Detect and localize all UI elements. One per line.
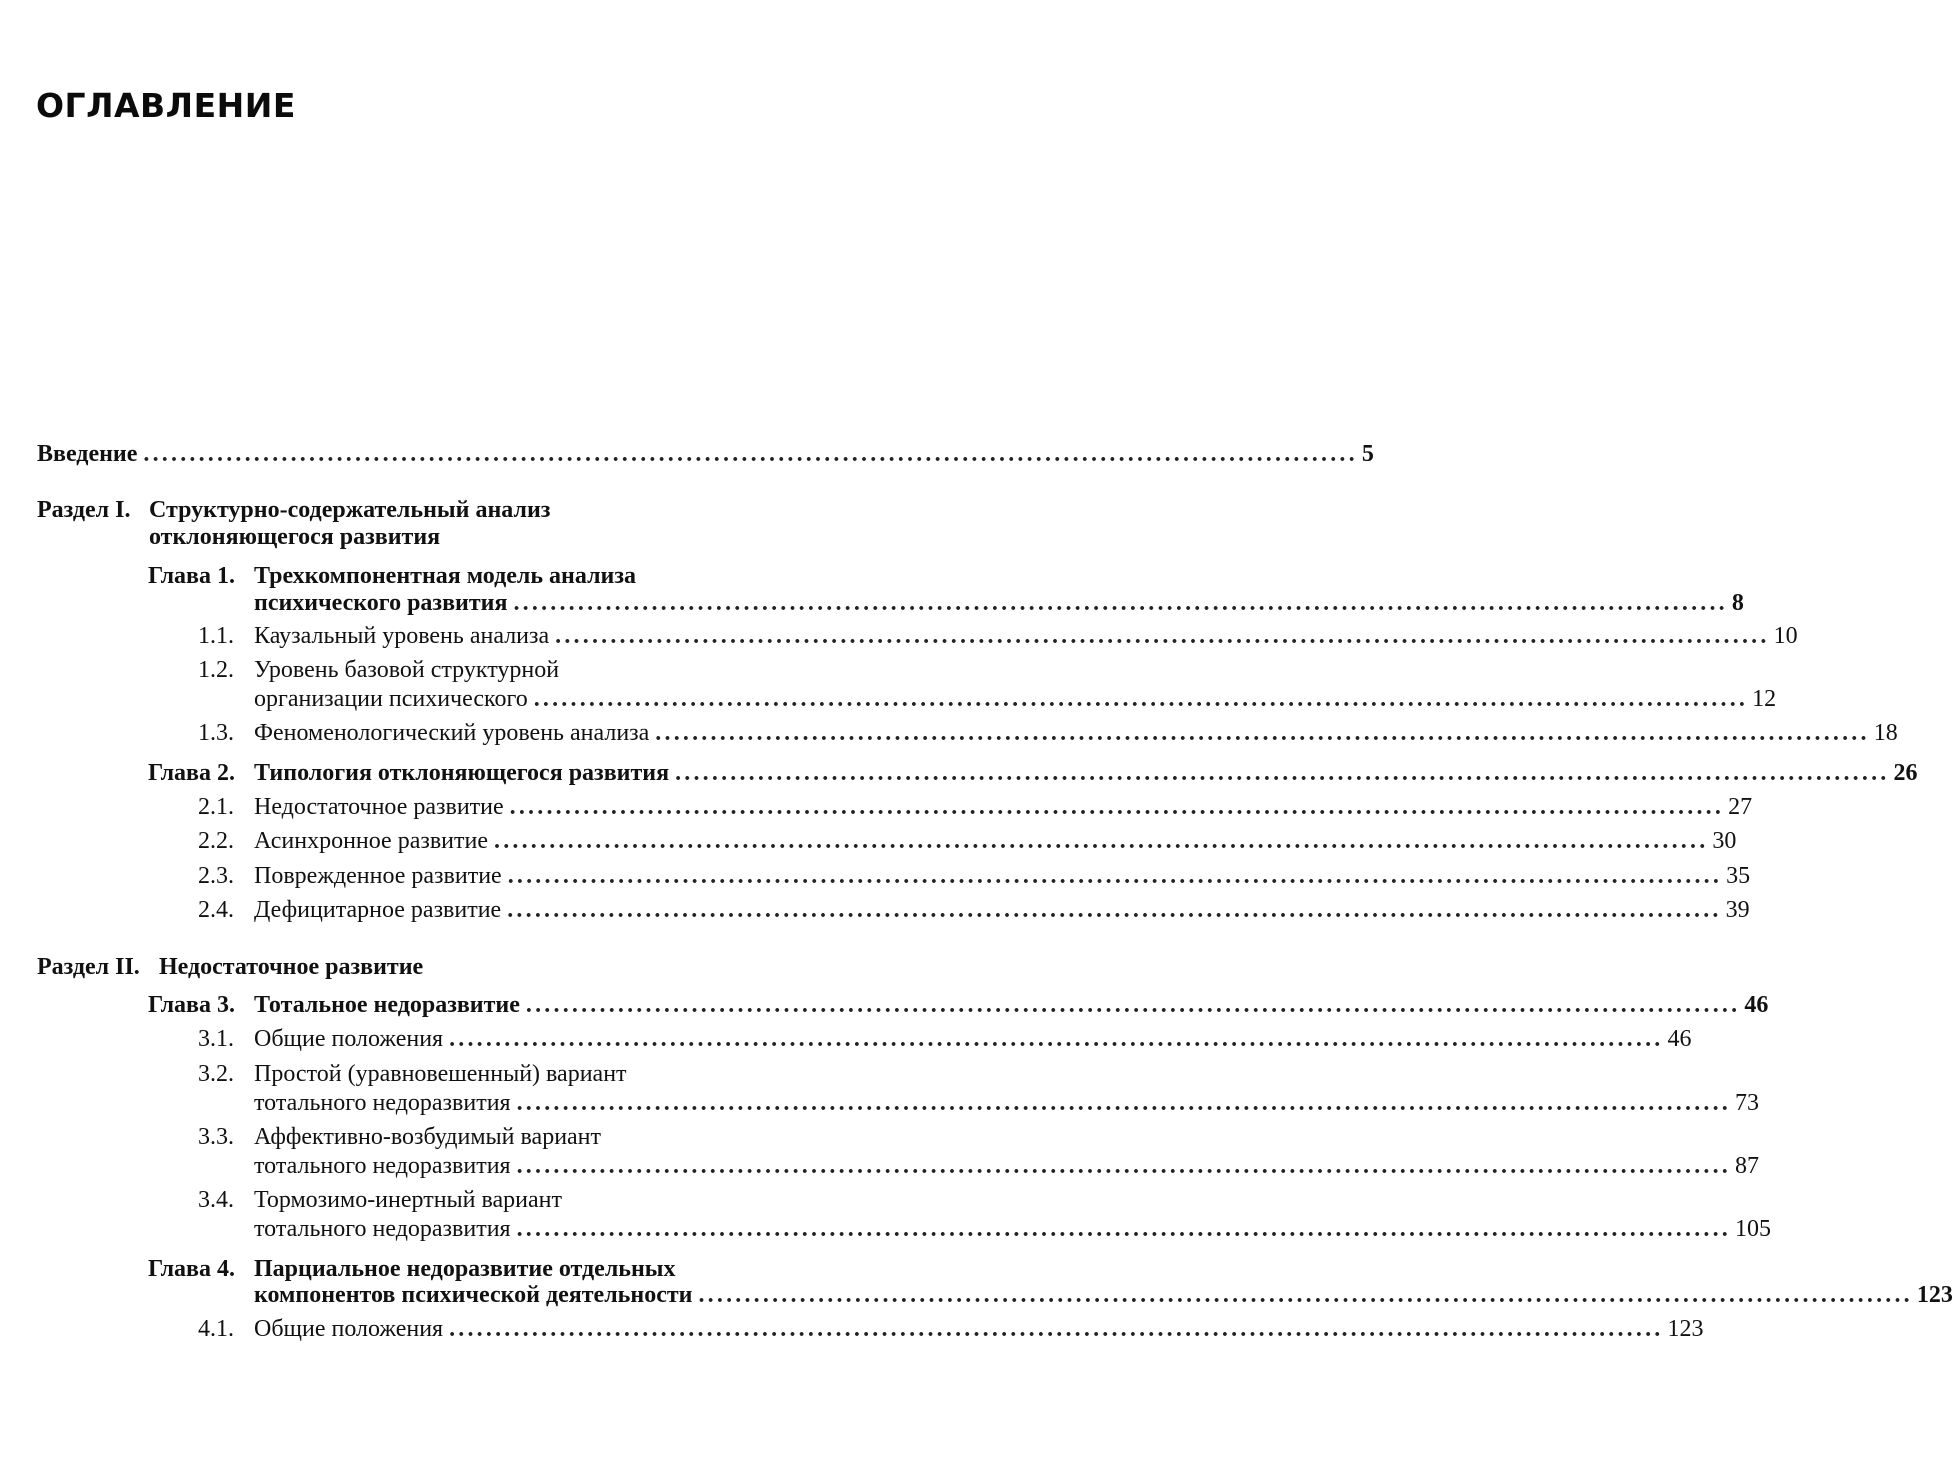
- dot-leader: ....................................................................................................................................: [449, 1026, 1664, 1052]
- toc-entry-title-continued: компонентов психической деятельности: [254, 1282, 693, 1308]
- dot-leader: ....................................................................................................................................: [675, 760, 1890, 786]
- toc-page-number: 27: [1728, 794, 1753, 820]
- toc-page-number: 18: [1873, 720, 1898, 746]
- toc-subsection-label: 3.4.: [198, 1187, 234, 1213]
- dot-leader: ....................................................................................................................................: [698, 1282, 1913, 1308]
- dot-leader: ....................................................................................................................................: [449, 1316, 1664, 1342]
- toc-entry-title-continued: тотального недоразвития: [254, 1153, 511, 1179]
- toc-entry-title-continued: организации психического: [254, 686, 528, 712]
- toc-entry-title: Аффективно-возбудимый вариант: [254, 1124, 602, 1150]
- toc-section-label: Раздел I.: [37, 497, 131, 523]
- dot-leader: ....................................................................................................................................: [655, 720, 1870, 746]
- toc-page-number: 35: [1726, 863, 1751, 889]
- toc-page-number: 105: [1735, 1216, 1771, 1242]
- dot-leader: ....................................................................................................................................: [533, 686, 1749, 712]
- toc-entry-title: Недостаточное развитие: [254, 794, 504, 820]
- toc-chapter-label: Глава 2.: [148, 760, 235, 786]
- toc-page-number: 87: [1735, 1153, 1759, 1179]
- toc-page-number: 46: [1744, 992, 1769, 1018]
- toc-page-number: 12: [1752, 686, 1777, 712]
- dot-leader: ....................................................................................................................................: [509, 794, 1725, 820]
- toc-chapter-label: Глава 1.: [148, 563, 235, 589]
- toc-page-number: 123: [1667, 1316, 1704, 1342]
- dot-leader: ....................................................................................................................................: [516, 1153, 1731, 1179]
- toc-entry-title: Структурно-содержательный анализ: [149, 497, 551, 523]
- toc-page-number: 39: [1725, 897, 1750, 923]
- toc-subsection-label: 3.3.: [198, 1124, 234, 1150]
- page-title: ОГЛАВЛЕНИЕ: [36, 86, 296, 125]
- toc-entry-title: Феноменологический уровень анализа: [254, 720, 650, 746]
- dot-leader: ....................................................................................................................................: [516, 1216, 1731, 1242]
- toc-entry-title-continued: психического развития: [254, 590, 508, 616]
- dot-leader: ....................................................................................................................................: [507, 863, 1723, 889]
- toc-page-number: 123: [1916, 1282, 1953, 1308]
- toc-entry-title: Тормозимо-инертный вариант: [254, 1187, 563, 1213]
- toc-page-number: 5: [1361, 441, 1374, 467]
- dot-leader: ....................................................................................................................................: [494, 828, 1709, 854]
- toc-subsection-label: 2.4.: [198, 897, 234, 923]
- toc-entry-title: Каузальный уровень анализа: [254, 623, 550, 649]
- dot-leader: ....................................................................................................................................: [555, 623, 1770, 649]
- toc-entry-title-continued: тотального недоразвития: [254, 1090, 511, 1116]
- toc-entry-title-continued: тотального недоразвития: [254, 1216, 511, 1242]
- toc-page-number: 30: [1712, 828, 1737, 854]
- toc-subsection-label: 1.1.: [198, 623, 234, 649]
- toc-subsection-label: 1.3.: [198, 720, 234, 746]
- toc-subsection-label: 3.2.: [198, 1061, 234, 1087]
- toc-entry-title: Парциальное недоразвитие отдельных: [254, 1256, 676, 1282]
- toc-subsection-label: 2.2.: [198, 828, 234, 854]
- dot-leader: ....................................................................................................................................: [507, 897, 1722, 923]
- toc-page-number: 46: [1667, 1026, 1692, 1052]
- toc-entry-title: Асинхронное развитие: [254, 828, 488, 854]
- toc-subsection-label: 4.1.: [198, 1316, 234, 1342]
- toc-page-number: 26: [1893, 760, 1918, 786]
- toc-chapter-label: Глава 3.: [148, 992, 235, 1018]
- toc-subsection-label: 1.2.: [198, 657, 234, 683]
- toc-entry-title: Недостаточное развитие: [159, 954, 424, 980]
- toc-entry-title: Трехкомпонентная модель анализа: [254, 563, 637, 589]
- toc-entry-title-continued: отклоняющегося развития: [149, 524, 441, 550]
- toc-entry-title: Простой (уравновешенный) вариант: [254, 1061, 627, 1087]
- toc-subsection-label: 3.1.: [198, 1026, 234, 1052]
- dot-leader: ....................................................................................................................................: [516, 1090, 1731, 1116]
- dot-leader: ....................................................................................................................................: [525, 992, 1741, 1018]
- toc-entry-title: Типология отклоняющегося развития: [254, 760, 670, 786]
- toc-subsection-label: 2.1.: [198, 794, 234, 820]
- toc-page-number: 8: [1731, 590, 1744, 616]
- toc-entry-title: Поврежденное развитие: [254, 863, 502, 889]
- toc-entry-title: Тотальное недоразвитие: [254, 992, 520, 1018]
- toc-page-number: 10: [1773, 623, 1798, 649]
- dot-leader: ....................................................................................................................................: [513, 590, 1728, 616]
- toc-entry-title: Общие положения: [254, 1316, 444, 1342]
- toc-subsection-label: 2.3.: [198, 863, 234, 889]
- toc-entry-title: Дефицитарное развитие: [254, 897, 502, 923]
- toc-section-label: Раздел II.: [37, 954, 140, 980]
- toc-entry-title: Общие положения: [254, 1026, 444, 1052]
- dot-leader: ....................................................................................................................................: [143, 441, 1358, 467]
- toc-page-number: 73: [1735, 1090, 1759, 1116]
- toc-entry-title: Уровень базовой структурной: [254, 657, 560, 683]
- toc-entry-title: Введение: [37, 441, 138, 467]
- toc-chapter-label: Глава 4.: [148, 1256, 235, 1282]
